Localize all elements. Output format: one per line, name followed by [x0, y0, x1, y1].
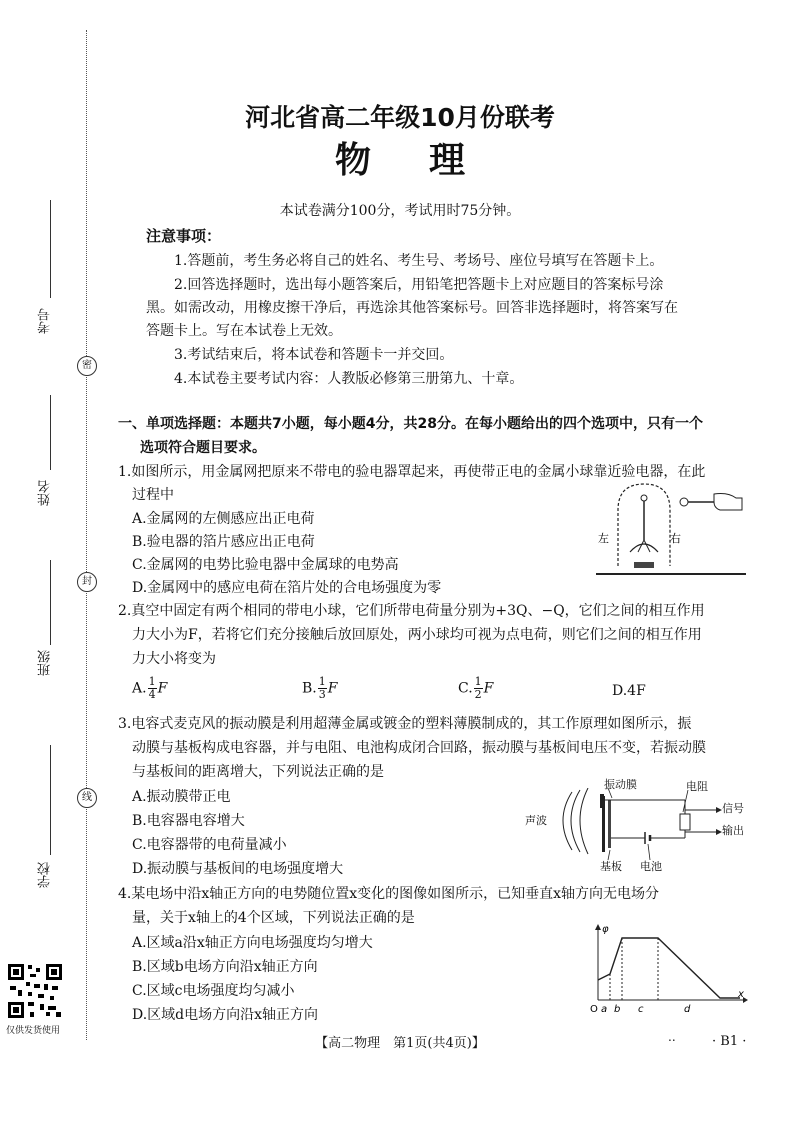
q1-figure-electroscope	[596, 480, 746, 582]
name-line	[50, 395, 51, 470]
q2-option-a-label: A.	[132, 680, 147, 697]
q3-fig-label-signal: 信号	[722, 802, 744, 815]
q2-option-b-numerator: 1	[318, 675, 326, 688]
exam-title: 河北省高二年级10月份联考	[245, 103, 555, 132]
seal-char-xian: 线	[77, 788, 97, 808]
seal-char-feng: 封	[77, 572, 97, 592]
q3-option-a: A.振动膜带正电	[132, 789, 231, 805]
q2-option-c-fraction	[474, 676, 483, 701]
q4-stem-line2: 量，关于x轴上的4个区域，下列说法正确的是	[132, 910, 415, 926]
exam-number-label: 考号	[38, 308, 53, 334]
q2-option-b	[302, 676, 337, 701]
q1-option-a: A.金属网的左侧感应出正电荷	[132, 511, 315, 527]
subject-title: 物理	[334, 140, 523, 181]
q2-option-a-fraction	[148, 676, 157, 701]
q3-fig-label-battery: 电池	[640, 860, 662, 873]
q2-option-b-denominator: 3	[318, 688, 326, 701]
q3-fig-label-resistor: 电阻	[686, 780, 708, 793]
page-footer: 【高二物理 第1页(共4页)】	[315, 1036, 485, 1051]
q3-stem-line1: 3.电容式麦克风的振动膜是利用超薄金属或镀金的塑料薄膜制成的，其工作原理如图所示，振	[118, 716, 692, 732]
q2-option-c-unit: F	[483, 680, 494, 697]
q3-fig-label-output: 输出	[722, 824, 744, 837]
q1-stem-line1: 1.如图所示，用金属网把原来不带电的验电器罩起来，再使带正电的金属小球靠近验电器，在此	[118, 464, 706, 480]
q4-option-d: D.区域d电场方向沿x轴正方向	[132, 1007, 319, 1023]
q2-option-c	[458, 676, 493, 701]
qr-code	[6, 962, 64, 1020]
exam-info: 本试卷满分100分，考试用时75分钟。	[279, 203, 521, 219]
q2-option-d: D.4F	[612, 683, 646, 699]
notes-line-1: 1.答题前，考生务必将自己的姓名、考生号、考场号、座位号填写在答题卡上。	[174, 253, 664, 269]
q2-option-a-unit: F	[157, 680, 168, 697]
q2-option-c-denominator: 2	[474, 688, 482, 701]
notes-line-4: 答题卡上。写在本试卷上无效。	[146, 323, 342, 339]
notes-line-2: 2.回答选择题时，选出每小题答案后，用铅笔把答题卡上对应题目的答案标号涂	[174, 277, 664, 293]
q2-option-c-numerator: 1	[474, 675, 482, 688]
school-label: 学校	[38, 862, 53, 888]
q3-option-d: D.振动膜与基板间的电场强度增大	[132, 861, 344, 877]
section1-heading-line2: 选项符合题目要求。	[140, 440, 266, 456]
q3-figure-microphone	[520, 788, 750, 874]
q4-fig-region-a: a	[601, 1004, 608, 1015]
q2-option-a	[132, 676, 167, 701]
q1-option-d: D.金属网中的感应电荷在箔片处的合电场强度为零	[132, 580, 442, 596]
name-label: 姓名	[38, 480, 53, 506]
q3-stem-line3: 与基板间的距离增大，下列说法正确的是	[132, 764, 384, 780]
q1-fig-label-left: 左	[598, 532, 609, 545]
page-code: · B1 ·	[712, 1034, 747, 1049]
q3-option-b: B.电容器电容增大	[132, 813, 245, 829]
q2-stem-line1: 2.真空中固定有两个相同的带电小球，它们所带电荷量分别为+3Q、−Q，它们之间的相互作用	[118, 603, 705, 619]
q4-option-a: A.区域a沿x轴正方向电场强度均匀增大	[132, 935, 373, 951]
q4-stem-line1: 4.某电场中沿x轴正方向的电势随位置x变化的图像如图所示，已知垂直x轴方向无电场分	[118, 886, 660, 902]
q4-fig-region-c: c	[638, 1004, 644, 1015]
q4-fig-region-b: b	[614, 1004, 621, 1015]
q2-option-c-label: C.	[458, 680, 473, 697]
qr-caption: 仅供发货使用	[6, 1026, 61, 1036]
q4-fig-x-axis-label: x	[738, 989, 744, 1000]
q2-stem-line3: 力大小将变为	[132, 651, 216, 667]
q3-fig-label-plate: 基板	[600, 860, 622, 873]
q4-option-c: C.区域c电场强度均匀减小	[132, 983, 295, 999]
class-label: 班级	[38, 650, 53, 676]
q3-fig-label-sound: 声波	[525, 814, 547, 827]
q2-stem-line2: 力大小为F，若将它们充分接触后放回原处，两小球均可视为点电荷，则它们之间的相互作用	[132, 627, 702, 643]
q3-fig-label-membrane: 振动膜	[604, 778, 637, 791]
notes-line-3: 黑。如需改动，用橡皮擦干净后，再选涂其他答案标号。回答非选择题时，将答案写在	[146, 300, 678, 316]
section1-heading-line1: 一、单项选择题：本题共7小题，每小题4分，共28分。在每小题给出的四个选项中，只有一个	[118, 416, 703, 432]
footer-dots: ..	[668, 1030, 676, 1044]
q1-fig-label-right: 右	[670, 532, 681, 545]
q4-figure-potential-graph	[588, 924, 748, 1016]
q4-option-b: B.区域b电场方向沿x轴正方向	[132, 959, 318, 975]
q2-option-b-unit: F	[327, 680, 338, 697]
q2-option-b-fraction	[318, 676, 327, 701]
q4-fig-origin: O	[590, 1004, 598, 1015]
school-line	[50, 745, 51, 855]
q3-stem-line2: 动膜与基板构成电容器，并与电阻、电池构成闭合回路，振动膜与基板间电压不变，若振动膜	[132, 740, 706, 756]
q2-option-a-numerator: 1	[148, 675, 156, 688]
q2-option-a-denominator: 4	[148, 688, 156, 701]
q2-option-b-label: B.	[302, 680, 317, 697]
q4-fig-region-d: d	[684, 1004, 691, 1015]
class-line	[50, 560, 51, 645]
q1-stem-line2: 过程中	[132, 487, 174, 503]
q1-option-c: C.金属网的电势比验电器中金属球的电势高	[132, 557, 399, 573]
q1-option-b: B.验电器的箔片感应出正电荷	[132, 534, 315, 550]
notes-line-5: 3.考试结束后，将本试卷和答题卡一并交回。	[174, 347, 454, 363]
q4-fig-y-axis-label: φ	[602, 924, 609, 935]
q3-option-c: C.电容器带的电荷量减小	[132, 837, 287, 853]
notes-heading: 注意事项：	[146, 227, 222, 245]
notes-line-6: 4.本试卷主要考试内容：人教版必修第三册第九、十章。	[174, 371, 524, 387]
seal-char-mi: 密	[77, 356, 97, 376]
